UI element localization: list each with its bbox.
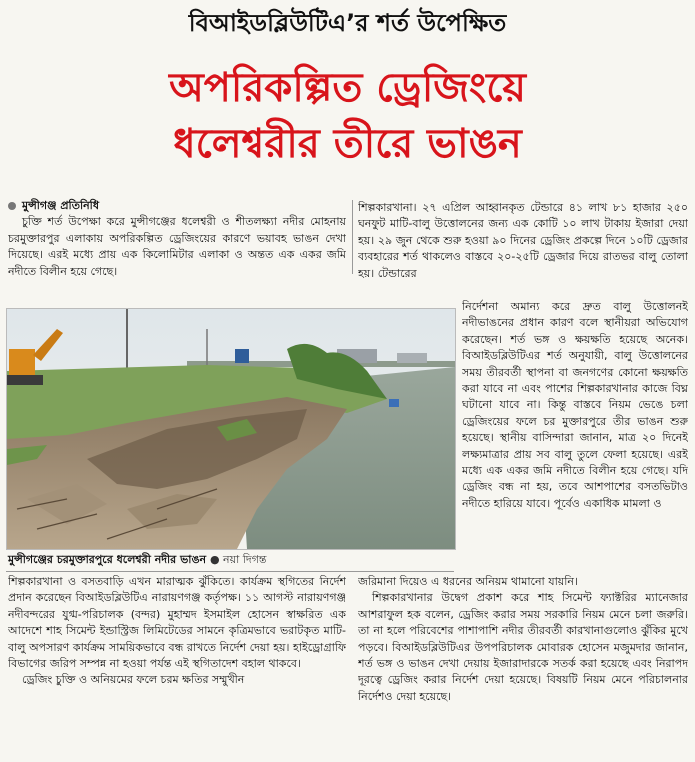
bottom-right-paragraph-1: জরিমানা দিয়েও এ ধরনের অনিয়ম থামানো যায়নি। [358, 575, 578, 588]
top-right-column [358, 200, 688, 298]
bottom-right-paragraph-2: শিল্পকারখানার উদ্বেগ প্রকাশ করে শাহ সিমেন্ট ফ্যাক্টরির ম্যানেজার আশরাফুল হক বলেন, ড্রেজিং করার সময় সরকারি নিয়ম মেনে চলা জরুরি। তা না হলে পরিবেশের পাশাপাশি নদীর তীরবর্তী কারখানাগুলোও ঝুঁকির মুখে পড়বে। বিআইডব্লিউটিএর উপপরিচালক মোবারক হোসেন মজুমদার জানান, শর্ত ভঙ্গ ও ভাঙন দেখা দেয়ায় ইজারাদারকে সতর্ক করা হয়েছে এবং নিরাপদ দূরত্বে ড্রেজিং করার নির্দেশ দেয়া হয়েছে। বিষয়টি নিয়ম মেনে পরিচালনার নির্দেশও দেয়া হয়েছে। [358, 591, 688, 703]
intro-paragraph: চুক্তি শর্ত উপেক্ষা করে মুন্সীগঞ্জের ধলেশ্বরী ও শীতলক্ষ্যা নদীর মোহনায় চরমুক্তারপুর এলাকায় অপরিকল্পিত ড্রেজিংয়ের কারণে ভয়াবহ ভাঙন দেখা দিয়েছে। এরই মধ্যে প্রায় এক কিলোমিটার এলাকা ও অন্তত এক একর জমি নদীতে বিলীন হয়ে গেছে। [8, 215, 346, 278]
news-photo [6, 308, 456, 550]
headline-line-2: ধলেশ্বরীর তীরে ভাঙন [173, 121, 522, 167]
right-column-paragraph: নির্দেশনা অমান্য করে দ্রুত বালু উত্তোলনই নদীভাঙনের প্রধান কারণ বলে স্থানীয়রা অভিযোগ করেছেন। শর্ত ভঙ্গ ও ক্ষয়ক্ষতি হয়েছে অনেক। বিআইডব্লিউটিএর শর্ত অনুযায়ী, বালু উত্তোলনের সময় তীরবর্তী স্থাপনা বা জনগণের কোনো ক্ষয়ক্ষতি করা যাবে না এবং পাশের শিল্পকারখানার কাজে বিঘ্ন ঘটানো যাবে না। কিন্তু বাস্তবে নিয়ম ভেঙে চলা ড্রেজিংয়ের ফলে চর মুক্তারপুরে তীর ভাঙন শুরু হয়েছে। স্থানীয় বাসিন্দারা জানান, মাত্র ২০ দিনেই লক্ষ্যমাত্রার প্রায় সব বালু তুলে ফেলা হয়েছে। এরই মধ্যে এক একর জমি নদীতে বিলীন হয়ে গেছে। যদি ড্রেজিং বন্ধ না হয়, তবে আশপাশের বসতভিটাও নদীতে হারিয়ে যাবে। পূর্বেও একাধিক মামলা ও [462, 300, 688, 510]
caption-rule [6, 571, 454, 572]
bottom-right-column [358, 574, 688, 758]
headline-line-1: অপরিকল্পিত ড্রেজিংয়ে [169, 65, 526, 111]
right-column [462, 299, 688, 573]
main-headline [0, 60, 695, 172]
bottom-left-paragraph-1: শিল্পকারখানা ও বসতবাড়ি এখন মারাত্মক ঝুঁকিতে। কার্যক্রম স্থগিতের নির্দেশ প্রদান করেছেন বিআইডব্লিউটিএ নারায়ণগঞ্জ কর্তৃপক্ষ। ১১ আগস্ট নারায়ণগঞ্জ নদীবন্দরের যুগ্ম-পরিচালক (বন্দর) মুহাম্মদ ইসমাইল হোসেন স্বাক্ষরিত এক আদেশে শাহ সিমেন্ট ইন্ডাস্ট্রিজ লিমিটেডের সামনে কৃত্রিমভাবে ভরাটকৃত মাটি-বালু অপসারণ কার্যক্রম সাময়িকভাবে বন্ধ রাখতে নির্দেশ দেয়া হয়। হাইড্রোগ্রাফি বিভাগের জরিপ সম্পন্ন না হওয়া পর্যন্ত এই স্থগিতাদেশ বহাল থাকবে। [8, 575, 346, 671]
photo-credit: ● নয়া দিগন্ত [209, 553, 267, 566]
intro-column [8, 198, 346, 278]
riverbank-erosion-image [7, 309, 455, 549]
kicker-headline: বিআইডব্লিউটিএ’র শর্ত উপেক্ষিত [188, 9, 507, 37]
bottom-left-column [8, 574, 346, 758]
byline: মুন্সীগঞ্জ প্রতিনিধি [8, 198, 346, 214]
column-divider [352, 200, 353, 274]
caption-text: মুন্সীগঞ্জের চরমুক্তারপুরে ধলেশ্বরী নদীর ভাঙন [8, 553, 207, 566]
photo-caption [8, 552, 448, 568]
bottom-left-paragraph-2: ড্রেজিং চুক্তি ও অনিয়মের ফলে চরম ক্ষতির সম্মুখীন [22, 673, 245, 687]
top-right-paragraph: শিল্পকারখানা। ২৭ এপ্রিল আহ্বানকৃত টেন্ডারে ৪১ লাখ ৮১ হাজার ২৫০ ঘনফুট মাটি-বালু উত্তোলনের জন্য এক কোটি ১০ লাখ টাকায় ইজারা দেয়া হয়। ২৯ জুন থেকে শুরু হওয়া ৯০ দিনের ড্রেজিং প্রকল্পে দিনে ১০টি ড্রেজার ব্যবহারের শর্ত থাকলেও বাস্তবে ২০-২৫টি ড্রেজার দিয়ে রাতভর বালু তোলা হয়। টেন্ডারের [358, 201, 688, 280]
bullet-icon [8, 202, 16, 210]
